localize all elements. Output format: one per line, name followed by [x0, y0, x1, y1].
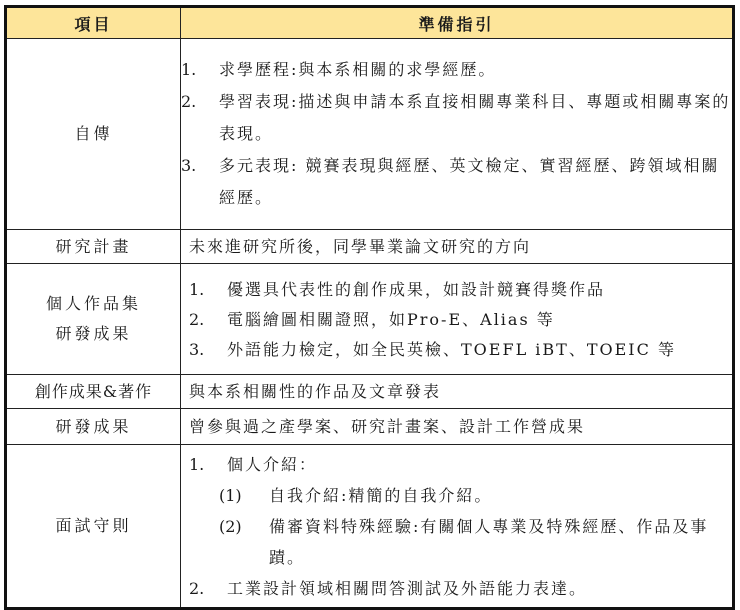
row-label: [6, 264, 181, 375]
table-row-portfolio: [6, 264, 734, 375]
row-content: 未來進研究所後，同學畢業論文研究的方向: [181, 230, 734, 264]
list-item: [189, 275, 724, 305]
item-number: 2.: [181, 92, 197, 111]
row-label-line1: 個人作品集: [45, 294, 141, 313]
item-number: 2.: [189, 310, 205, 329]
header-item: 項目: [6, 7, 181, 39]
item-text: 外語能力檢定，如全民英檢、TOEFL iBT、TOEIC 等: [227, 340, 676, 359]
item-number: 1.: [181, 60, 197, 79]
item-number: 3.: [189, 340, 205, 359]
subitem-number: (2): [219, 516, 242, 536]
row-content: [181, 39, 734, 230]
table-row-works-publications: [6, 375, 734, 409]
row-content: [181, 445, 734, 609]
list-item: [181, 150, 732, 214]
table-row-autobiography: [6, 39, 734, 230]
item-text: 求學歷程:與本系相關的求學經歷。: [219, 60, 497, 79]
item-number: 1.: [189, 280, 205, 299]
subitem-text: 自我介紹:精簡的自我介紹。: [269, 485, 493, 505]
item-text: 多元表現: 競賽表現與經歷、英文檢定、實習經歷、跨領域相關經歷。: [219, 156, 720, 207]
list-item: [189, 335, 724, 365]
row-label: 面試守則: [6, 445, 181, 609]
row-content: 曾參與過之產學案、研究計畫案、設計工作營成果: [181, 409, 734, 445]
item-text: 電腦繪圖相關證照，如Pro-E、Alias 等: [227, 310, 555, 329]
subitem-text: 備審資料特殊經驗:有關個人專業及特殊經歷、作品及事蹟。: [269, 516, 709, 567]
row-label: 研發成果: [6, 409, 181, 445]
table-row-rnd-results: [6, 409, 734, 445]
preparation-guide-table: [4, 5, 735, 610]
row-content: [181, 264, 734, 375]
item-number: 2.: [189, 578, 205, 598]
item-text: 優選具代表性的創作成果，如設計競賽得獎作品: [227, 280, 606, 299]
header-guide: 準備指引: [181, 7, 734, 39]
item-number: 3.: [181, 156, 197, 175]
table-row-research-plan: [6, 230, 734, 264]
list-item: [181, 86, 732, 150]
table-row-interview-rules: [6, 445, 734, 609]
item-text: 學習表現:描述與申請本系直接相關專業科目、專題或相關專案的表現。: [219, 92, 731, 143]
item-text: 工業設計領域相關問答測試及外語能力表達。: [227, 578, 588, 598]
row-label: 研究計畫: [6, 230, 181, 264]
list-item: [189, 449, 724, 480]
row-label: 創作成果&著作: [6, 375, 181, 409]
item-number: 1.: [189, 454, 205, 474]
sub-list-item: [189, 511, 724, 573]
list-item: [181, 54, 732, 86]
subitem-number: (1): [219, 485, 242, 505]
row-label-line2: 研發成果: [55, 324, 132, 343]
table-header-row: [6, 7, 734, 39]
list-item: [189, 305, 724, 335]
sub-list-item: [189, 480, 724, 511]
row-content: 與本系相關性的作品及文章發表: [181, 375, 734, 409]
list-item: [189, 573, 724, 604]
item-text: 個人介紹：: [227, 454, 318, 474]
row-label: 自傳: [6, 39, 181, 230]
